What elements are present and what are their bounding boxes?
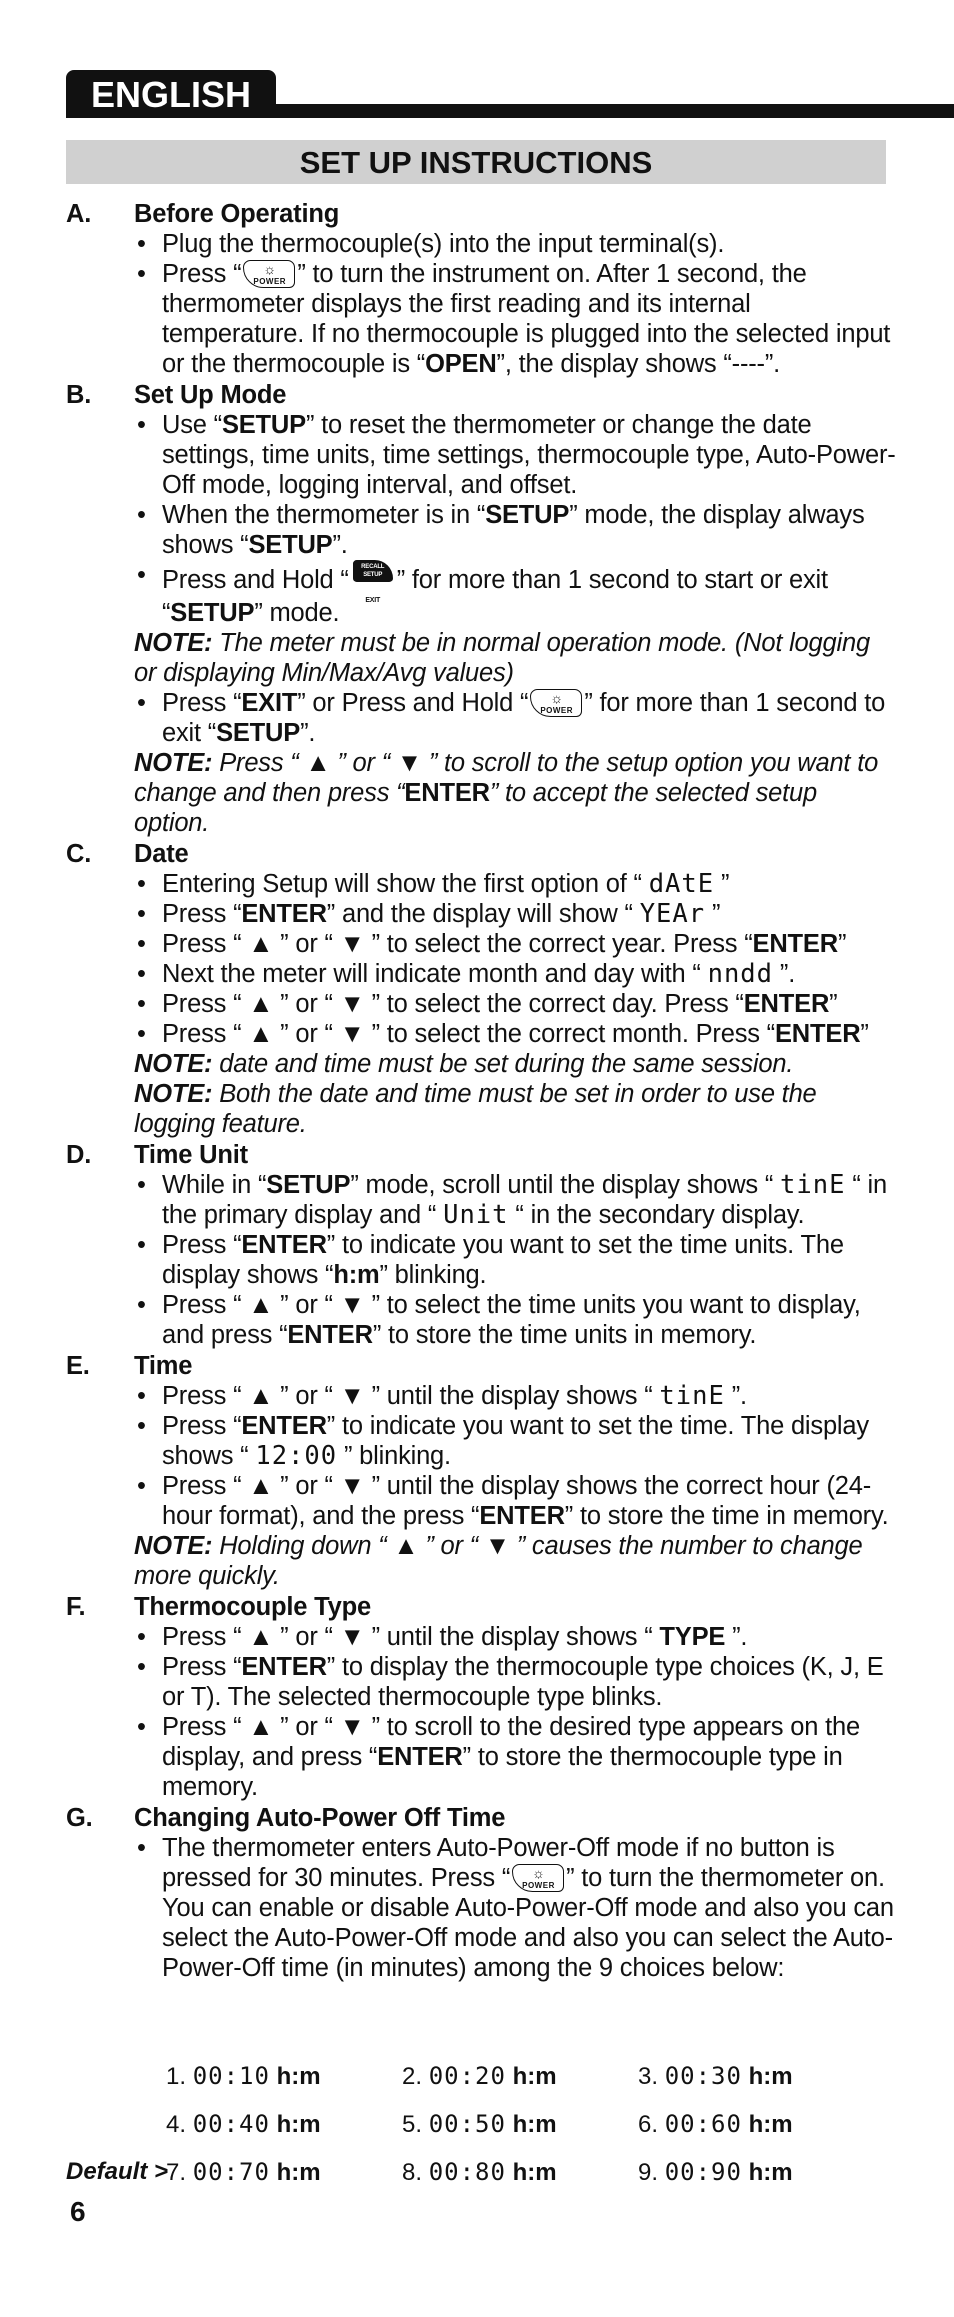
list-item: • Press “ ▲ ” or “ ▼ ” to select the time units you want to display, and press “ENTER” to store the time units in memory. xyxy=(134,1290,896,1350)
list-item: • Press “ENTER” to indicate you want to set the time units. The display shows “h:m” blinking. xyxy=(134,1230,896,1290)
note: NOTE: Holding down “ ▲ ” or “ ▼ ” causes the number to change more quickly. xyxy=(134,1532,863,1590)
section-letter: E. xyxy=(66,1352,90,1380)
instructions-body xyxy=(66,198,896,1983)
list-item: • Press “ENTER” to indicate you want to set the time. The display shows “ 12:00 ” blinking. xyxy=(134,1411,896,1471)
list-item: • Next the meter will indicate month and day with “ nndd ”. xyxy=(134,959,896,989)
power-button-icon: ☼ POWER xyxy=(530,689,582,717)
recall-setup-button-icon: RECALL SETUP EXIT xyxy=(351,560,395,598)
choice-item: 2. 00:20 h:m xyxy=(402,2062,557,2090)
list-item: • The thermometer enters Auto-Power-Off mode if no button is pressed for 30 minutes. Press “ ☼ POWER ” to turn the thermometer on. You can enable or disable Auto-Power-Off mode and also you can select the Auto-Power-Off mode and also you can select the Auto-Power-Off time (in minutes) among the 9 choices below: xyxy=(134,1833,896,1983)
section-title-e: Time xyxy=(134,1352,193,1380)
item-text: Plug the thermocouple(s) into the input terminal(s). xyxy=(162,230,725,258)
section-title-a: Before Operating xyxy=(134,200,340,228)
list-item: • Press “ENTER” and the display will show “ YEAr ” xyxy=(134,899,896,929)
section-letter: D. xyxy=(66,1141,92,1169)
lcd-text: 12:00 xyxy=(255,1441,338,1471)
list-item: • Press “ENTER” to display the thermocouple type choices (K, J, E or T). The selected thermocouple type blinks. xyxy=(134,1652,896,1712)
choice-item: 1. 00:10 h:m xyxy=(166,2062,321,2090)
language-tab: ENGLISH xyxy=(66,70,276,118)
section-c-heading xyxy=(66,839,896,869)
section-letter: G. xyxy=(66,1804,93,1832)
list-item: • Entering Setup will show the first option of “ dAtE ” xyxy=(134,869,896,899)
section-title-d: Time Unit xyxy=(134,1141,248,1169)
section-title-f: Thermocouple Type xyxy=(134,1593,371,1621)
choice-item: 5. 00:50 h:m xyxy=(402,2110,557,2138)
list-item: • Press “ ▲ ” or “ ▼ ” to select the correct month. Press “ENTER” xyxy=(134,1019,896,1049)
choice-item: 6. 00:60 h:m xyxy=(638,2110,793,2138)
list-item: • Press “EXIT” or Press and Hold “ ☼ POWER ” for more than 1 second to exit “SETUP”. xyxy=(134,688,896,748)
page-number: 6 xyxy=(70,2196,86,2227)
section-c-list xyxy=(134,869,896,1049)
lcd-text: Unit xyxy=(443,1200,509,1230)
choice-item: 7. 00:70 h:m xyxy=(166,2158,321,2186)
list-item xyxy=(134,259,896,379)
lcd-text: tinE xyxy=(659,1381,725,1411)
list-item: • Use “SETUP” to reset the thermometer or change the date settings, time units, time settings, thermocouple type, Auto-Power-Off mode, logging interval, and offset. xyxy=(134,410,896,500)
section-letter: A. xyxy=(66,200,92,228)
list-item: • While in “SETUP” mode, scroll until the display shows “ tinE “ in the primary display and “ Unit “ in the secondary display. xyxy=(134,1170,896,1230)
note: NOTE: date and time must be set during the same session. xyxy=(134,1050,794,1078)
list-item: • Press “ ▲ ” or “ ▼ ” until the display shows “ tinE ”. xyxy=(134,1381,896,1411)
section-f-list xyxy=(134,1622,896,1802)
list-item: • Press “ ▲ ” or “ ▼ ” until the display shows the correct hour (24-hour format), and the press “ENTER” to store the time in memory. xyxy=(134,1471,896,1531)
list-item: • Press “ ▲ ” or “ ▼ ” to scroll to the desired type appears on the display, and press “ENTER” to store the thermocouple type in memory. xyxy=(134,1712,896,1802)
header-rule xyxy=(270,104,954,118)
section-letter: C. xyxy=(66,840,92,868)
item-text: ”, the display shows “----”. xyxy=(496,350,781,378)
list-item: • Press “ ▲ ” or “ ▼ ” to select the correct year. Press “ENTER” xyxy=(134,929,896,959)
item-text: Press “ xyxy=(162,260,242,288)
choice-item: 4. 00:40 h:m xyxy=(166,2110,321,2138)
list-item: • When the thermometer is in “SETUP” mode, the display always shows “SETUP”. xyxy=(134,500,896,560)
section-d-list xyxy=(134,1170,896,1350)
choice-item: 9. 00:90 h:m xyxy=(638,2158,793,2186)
section-letter: B. xyxy=(66,381,92,409)
section-title-g: Changing Auto-Power Off Time xyxy=(134,1804,506,1832)
section-g-list xyxy=(134,1833,896,1983)
lcd-text: YEAr xyxy=(639,899,706,929)
section-e-list xyxy=(134,1381,896,1531)
section-a-list xyxy=(134,229,896,379)
note: NOTE: Both the date and time must be set in order to use the logging feature. xyxy=(134,1080,817,1138)
list-item: • Press and Hold “ RECALL SETUP EXIT ” for more than 1 second to start or exit “SETUP” mode. xyxy=(134,560,896,628)
note: NOTE: The meter must be in normal operation mode. (Not logging or displaying Min/Max/Avg values) xyxy=(134,629,870,687)
choice-item: 8. 00:80 h:m xyxy=(402,2158,557,2186)
power-button-icon: ☼ POWER xyxy=(512,1864,564,1892)
section-d-heading xyxy=(66,1140,896,1170)
item-text: ” to turn the instrument on. After 1 second, the thermometer displays the first reading and its internal temperature. If no thermocouple is plugged into the selected input or the thermocouple is “ xyxy=(162,260,891,378)
section-title-b: Set Up Mode xyxy=(134,381,287,409)
lcd-text: tinE xyxy=(780,1170,846,1200)
note: NOTE: Press “ ▲ ” or “ ▼ ” to scroll to the setup option you want to change and then press “ENTER” to accept the selected setup option. xyxy=(134,749,879,837)
section-e-heading xyxy=(66,1351,896,1381)
section-b-list xyxy=(134,410,896,628)
list-item xyxy=(134,229,896,259)
power-button-icon: ☼ POWER xyxy=(243,260,295,288)
section-b-heading xyxy=(66,380,896,410)
choice-item: 3. 00:30 h:m xyxy=(638,2062,793,2090)
list-item: • Press “ ▲ ” or “ ▼ ” until the display shows “ TYPE ”. xyxy=(134,1622,896,1652)
lcd-text: nndd xyxy=(707,959,774,989)
list-item: • Press “ ▲ ” or “ ▼ ” to select the correct day. Press “ENTER” xyxy=(134,989,896,1019)
section-title-c: Date xyxy=(134,840,189,868)
open-label: OPEN xyxy=(425,350,497,378)
section-a-heading xyxy=(66,199,896,229)
section-b-list-2 xyxy=(134,688,896,748)
default-label: Default > xyxy=(66,2158,169,2185)
section-g-heading xyxy=(66,1803,896,1833)
section-letter: F. xyxy=(66,1593,86,1621)
lcd-text: dAtE xyxy=(648,869,715,899)
section-f-heading xyxy=(66,1592,896,1622)
section-title: SET UP INSTRUCTIONS xyxy=(66,140,886,184)
